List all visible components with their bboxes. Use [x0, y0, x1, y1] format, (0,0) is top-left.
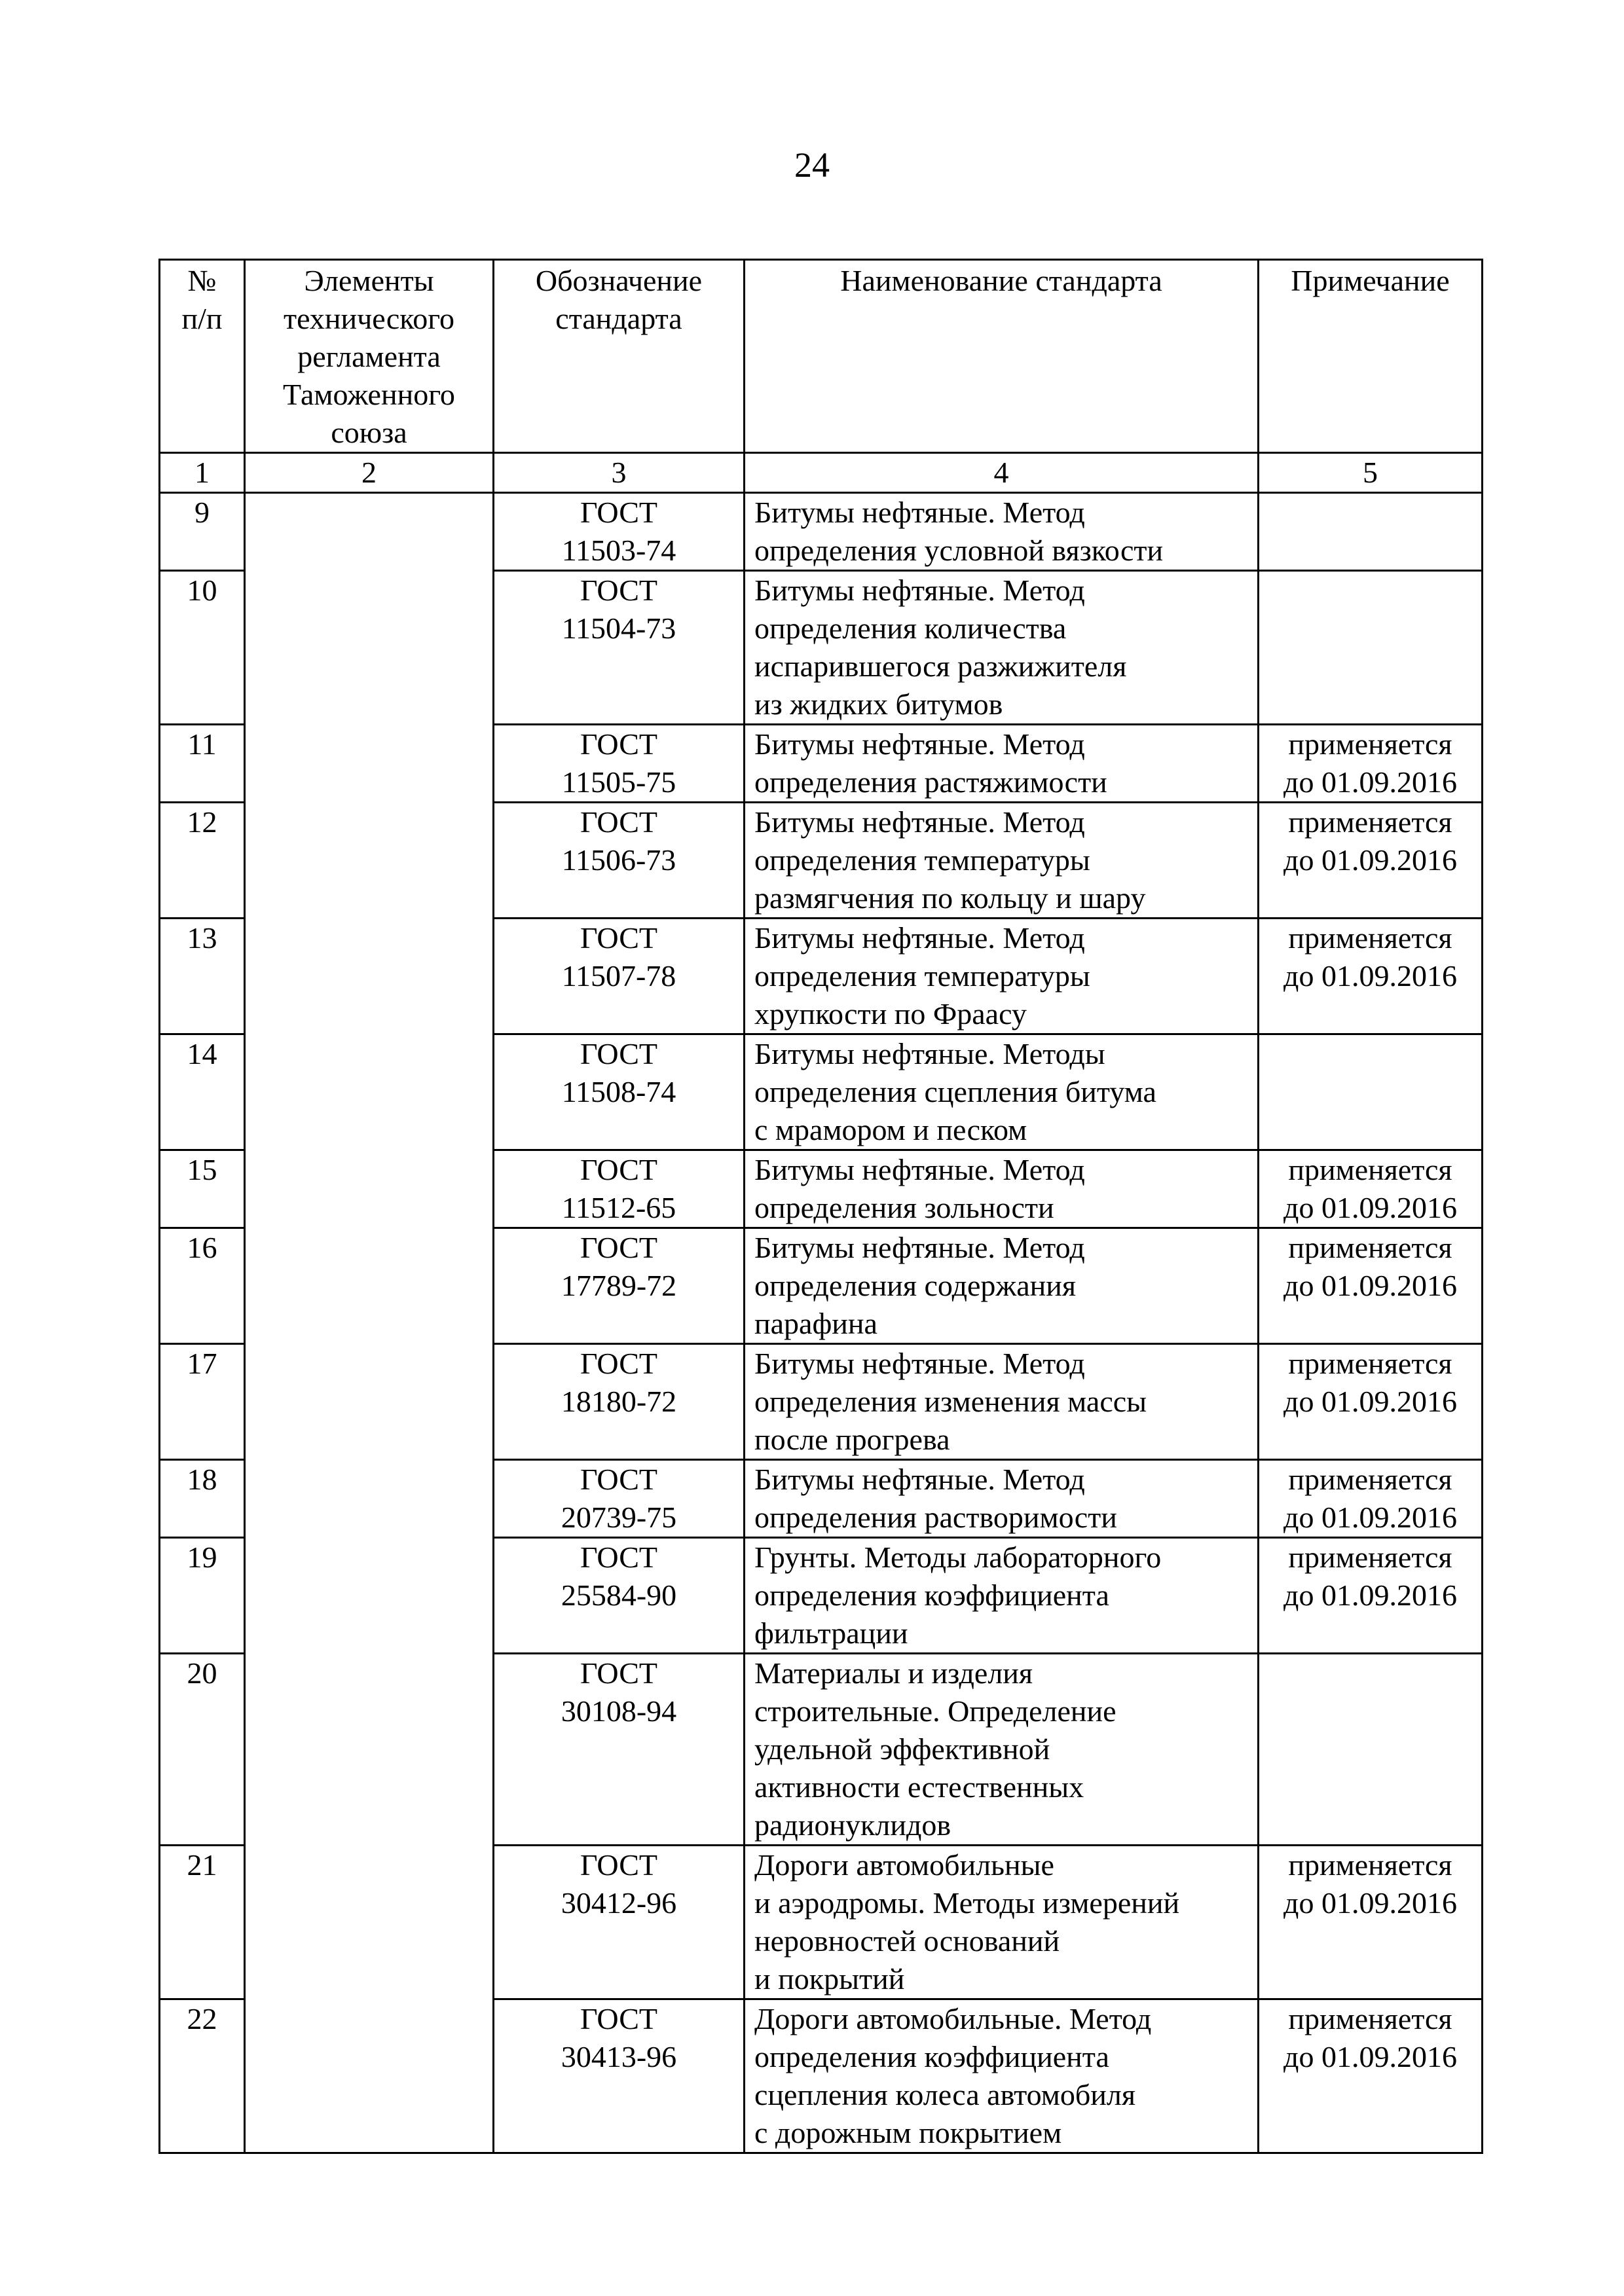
- standard-note-line: применяется: [1288, 1463, 1452, 1496]
- standard-name-line: Битумы нефтяные. Метод: [754, 805, 1085, 839]
- standard-note: [1259, 1228, 1483, 1344]
- header-elements-line: технического: [284, 302, 454, 335]
- standard-code: [494, 1150, 745, 1228]
- header-num-line: №: [187, 264, 217, 297]
- row-number: 9: [160, 493, 245, 571]
- standard-name-line: Битумы нефтяные. Метод: [754, 1463, 1085, 1496]
- standard-code-line: ГОСТ: [580, 1656, 657, 1690]
- standard-code-line: ГОСТ: [580, 1037, 657, 1070]
- standard-note-line: до 01.09.2016: [1283, 843, 1457, 877]
- standard-note: [1259, 571, 1483, 725]
- standard-note-line: до 01.09.2016: [1283, 1578, 1457, 1612]
- standard-name: [745, 1150, 1259, 1228]
- standard-code-line: 20739-75: [561, 1501, 677, 1534]
- table-row: [160, 493, 1483, 571]
- column-number: 4: [745, 453, 1259, 493]
- standard-name-line: Дороги автомобильные. Метод: [754, 2002, 1152, 2035]
- standard-note-line: применяется: [1288, 1848, 1452, 1882]
- column-number: 1: [160, 453, 245, 493]
- standard-code: [494, 1228, 745, 1344]
- standard-code-line: ГОСТ: [580, 921, 657, 955]
- row-number: 17: [160, 1344, 245, 1460]
- header-elements: [245, 260, 494, 453]
- standard-name: [745, 1538, 1259, 1654]
- standard-code-line: ГОСТ: [580, 805, 657, 839]
- standard-code-line: 17789-72: [561, 1269, 677, 1302]
- standard-note-line: до 01.09.2016: [1283, 1886, 1457, 1920]
- standard-name: [745, 1344, 1259, 1460]
- standard-name-line: размягчения по кольцу и шару: [754, 881, 1146, 915]
- row-number: 13: [160, 919, 245, 1034]
- standard-name-line: определения температуры: [754, 843, 1090, 877]
- standard-name-line: Материалы и изделия: [754, 1656, 1033, 1690]
- standard-code-line: ГОСТ: [580, 1540, 657, 1574]
- standard-name-line: определения зольности: [754, 1191, 1054, 1224]
- standard-note-line: применяется: [1288, 1231, 1452, 1264]
- standard-code: [494, 919, 745, 1034]
- row-number: 15: [160, 1150, 245, 1228]
- standard-note: [1259, 1999, 1483, 2153]
- standard-code: [494, 725, 745, 803]
- header-num: [160, 260, 245, 453]
- standard-note: [1259, 725, 1483, 803]
- standard-name: [745, 1034, 1259, 1150]
- standard-name-line: из жидких битумов: [754, 687, 1003, 721]
- row-number: 19: [160, 1538, 245, 1654]
- standard-name-line: Битумы нефтяные. Методы: [754, 1037, 1105, 1070]
- header-elements-line: Таможенного: [283, 378, 455, 411]
- standard-note: [1259, 1654, 1483, 1846]
- standard-name-line: Битумы нефтяные. Метод: [754, 574, 1085, 607]
- standard-name-line: с мрамором и песком: [754, 1113, 1027, 1146]
- standard-name: [745, 803, 1259, 919]
- standard-code-line: 25584-90: [561, 1578, 677, 1612]
- standard-note-line: до 01.09.2016: [1283, 765, 1457, 799]
- standard-note: [1259, 1344, 1483, 1460]
- standard-code-line: 30412-96: [561, 1886, 677, 1920]
- standard-code-line: 30413-96: [561, 2040, 677, 2073]
- standard-name-line: после прогрева: [754, 1423, 950, 1456]
- standard-code: [494, 1654, 745, 1846]
- standard-name-line: сцепления колеса автомобиля: [754, 2078, 1136, 2111]
- standard-name: [745, 1460, 1259, 1538]
- header-designation: [494, 260, 745, 453]
- standard-code: [494, 1846, 745, 1999]
- standard-name: [745, 1654, 1259, 1846]
- standard-name-line: Битумы нефтяные. Метод: [754, 1347, 1085, 1380]
- standard-code-line: ГОСТ: [580, 727, 657, 761]
- standard-code-line: 11503-74: [561, 534, 676, 567]
- standard-name-line: активности естественных: [754, 1770, 1084, 1804]
- header-num-line: п/п: [181, 302, 223, 335]
- standard-name-line: строительные. Определение: [754, 1694, 1116, 1728]
- standard-code-line: ГОСТ: [580, 1231, 657, 1264]
- table-body: [160, 493, 1483, 2153]
- header-designation-line: стандарта: [555, 302, 682, 335]
- standard-name-line: определения сцепления битума: [754, 1075, 1156, 1108]
- standard-note: [1259, 1150, 1483, 1228]
- column-number: 3: [494, 453, 745, 493]
- standard-name: [745, 571, 1259, 725]
- standard-note-line: до 01.09.2016: [1283, 1191, 1457, 1224]
- standard-note-line: до 01.09.2016: [1283, 2040, 1457, 2073]
- column-number-row: [160, 453, 1483, 493]
- standard-code: [494, 1034, 745, 1150]
- standard-code-line: ГОСТ: [580, 2002, 657, 2035]
- standard-name-line: Битумы нефтяные. Метод: [754, 1231, 1085, 1264]
- column-number: 5: [1259, 453, 1483, 493]
- standard-note: [1259, 803, 1483, 919]
- standard-note-line: применяется: [1288, 1540, 1452, 1574]
- standard-code-line: 11505-75: [561, 765, 676, 799]
- header-elements-line: регламента: [297, 340, 441, 373]
- page-number: 24: [794, 145, 830, 185]
- standard-name-line: определения растворимости: [754, 1501, 1117, 1534]
- standard-name-line: определения коэффициента: [754, 2040, 1109, 2073]
- standard-name: [745, 725, 1259, 803]
- row-number: 11: [160, 725, 245, 803]
- header-designation-line: Обозначение: [535, 264, 703, 297]
- standards-table: [158, 259, 1483, 2154]
- standard-name: [745, 1228, 1259, 1344]
- standard-note-line: применяется: [1288, 1347, 1452, 1380]
- header-elements-line: союза: [331, 416, 407, 449]
- row-number: 18: [160, 1460, 245, 1538]
- standard-name-line: определения содержания: [754, 1269, 1077, 1302]
- header-elements-line: Элементы: [304, 264, 434, 297]
- standard-name-line: Битумы нефтяные. Метод: [754, 727, 1085, 761]
- standard-note-line: до 01.09.2016: [1283, 1501, 1457, 1534]
- standard-code-line: ГОСТ: [580, 574, 657, 607]
- standard-name-line: определения условной вязкости: [754, 534, 1164, 567]
- standard-note: [1259, 1034, 1483, 1150]
- standard-name-line: определения количества: [754, 611, 1067, 645]
- standard-code: [494, 571, 745, 725]
- standard-code-line: ГОСТ: [580, 1153, 657, 1186]
- row-number: 12: [160, 803, 245, 919]
- standard-name-line: с дорожным покрытием: [754, 2116, 1062, 2149]
- standard-note-line: применяется: [1288, 2002, 1452, 2035]
- standard-name-line: Битумы нефтяные. Метод: [754, 496, 1085, 529]
- standard-name-line: Дороги автомобильные: [754, 1848, 1054, 1882]
- standard-code: [494, 803, 745, 919]
- standard-name-line: Грунты. Методы лабораторного: [754, 1540, 1162, 1574]
- standard-note-line: применяется: [1288, 921, 1452, 955]
- standard-code-line: 11512-65: [561, 1191, 676, 1224]
- standard-name-line: определения температуры: [754, 959, 1090, 993]
- standard-name-line: парафина: [754, 1307, 877, 1340]
- row-number: 16: [160, 1228, 245, 1344]
- standard-code-line: 18180-72: [561, 1385, 677, 1418]
- standard-name-line: испарившегося разжижителя: [754, 649, 1127, 683]
- standard-name-line: неровностей оснований: [754, 1924, 1060, 1958]
- standard-code-line: ГОСТ: [580, 1463, 657, 1496]
- standard-code-line: ГОСТ: [580, 496, 657, 529]
- standard-name-line: определения изменения массы: [754, 1385, 1147, 1418]
- standard-name-line: удельной эффективной: [754, 1732, 1050, 1766]
- standard-name-line: фильтрации: [754, 1616, 908, 1650]
- row-number: 22: [160, 1999, 245, 2153]
- standard-name: [745, 1846, 1259, 1999]
- row-number: 20: [160, 1654, 245, 1846]
- standard-code-line: 11507-78: [561, 959, 676, 993]
- standard-note-line: до 01.09.2016: [1283, 1385, 1457, 1418]
- standard-code-line: 30108-94: [561, 1694, 677, 1728]
- standard-note: [1259, 1460, 1483, 1538]
- standard-code: [494, 1999, 745, 2153]
- standard-code-line: 11506-73: [561, 843, 676, 877]
- standard-code: [494, 493, 745, 571]
- standard-name-line: радионуклидов: [754, 1808, 951, 1842]
- standard-name-line: и аэродромы. Методы измерений: [754, 1886, 1180, 1920]
- standard-name: [745, 919, 1259, 1034]
- standard-code: [494, 1344, 745, 1460]
- standard-note-line: до 01.09.2016: [1283, 1269, 1457, 1302]
- standard-name: [745, 1999, 1259, 2153]
- row-number: 10: [160, 571, 245, 725]
- standard-name-line: определения растяжимости: [754, 765, 1107, 799]
- standard-note: [1259, 493, 1483, 571]
- elements-cell: [245, 493, 494, 2153]
- standard-code-line: 11504-73: [561, 611, 676, 645]
- standard-code-line: 11508-74: [561, 1075, 676, 1108]
- standard-name-line: определения коэффициента: [754, 1578, 1109, 1612]
- standard-name-line: Битумы нефтяные. Метод: [754, 921, 1085, 955]
- standard-name-line: Битумы нефтяные. Метод: [754, 1153, 1085, 1186]
- standard-note: [1259, 919, 1483, 1034]
- standard-code: [494, 1460, 745, 1538]
- standard-note: [1259, 1846, 1483, 1999]
- column-number: 2: [245, 453, 494, 493]
- standard-note-line: применяется: [1288, 1153, 1452, 1186]
- table-header-row: [160, 260, 1483, 453]
- header-name: Наименование стандарта: [745, 260, 1259, 453]
- standard-name-line: и покрытий: [754, 1962, 905, 1995]
- row-number: 14: [160, 1034, 245, 1150]
- standard-code-line: ГОСТ: [580, 1347, 657, 1380]
- standard-note-line: применяется: [1288, 805, 1452, 839]
- standard-name: [745, 493, 1259, 571]
- standard-code-line: ГОСТ: [580, 1848, 657, 1882]
- standard-note-line: применяется: [1288, 727, 1452, 761]
- standard-note: [1259, 1538, 1483, 1654]
- header-note: Примечание: [1259, 260, 1483, 453]
- standard-note-line: до 01.09.2016: [1283, 959, 1457, 993]
- standard-name-line: хрупкости по Фраасу: [754, 997, 1027, 1030]
- standard-code: [494, 1538, 745, 1654]
- row-number: 21: [160, 1846, 245, 1999]
